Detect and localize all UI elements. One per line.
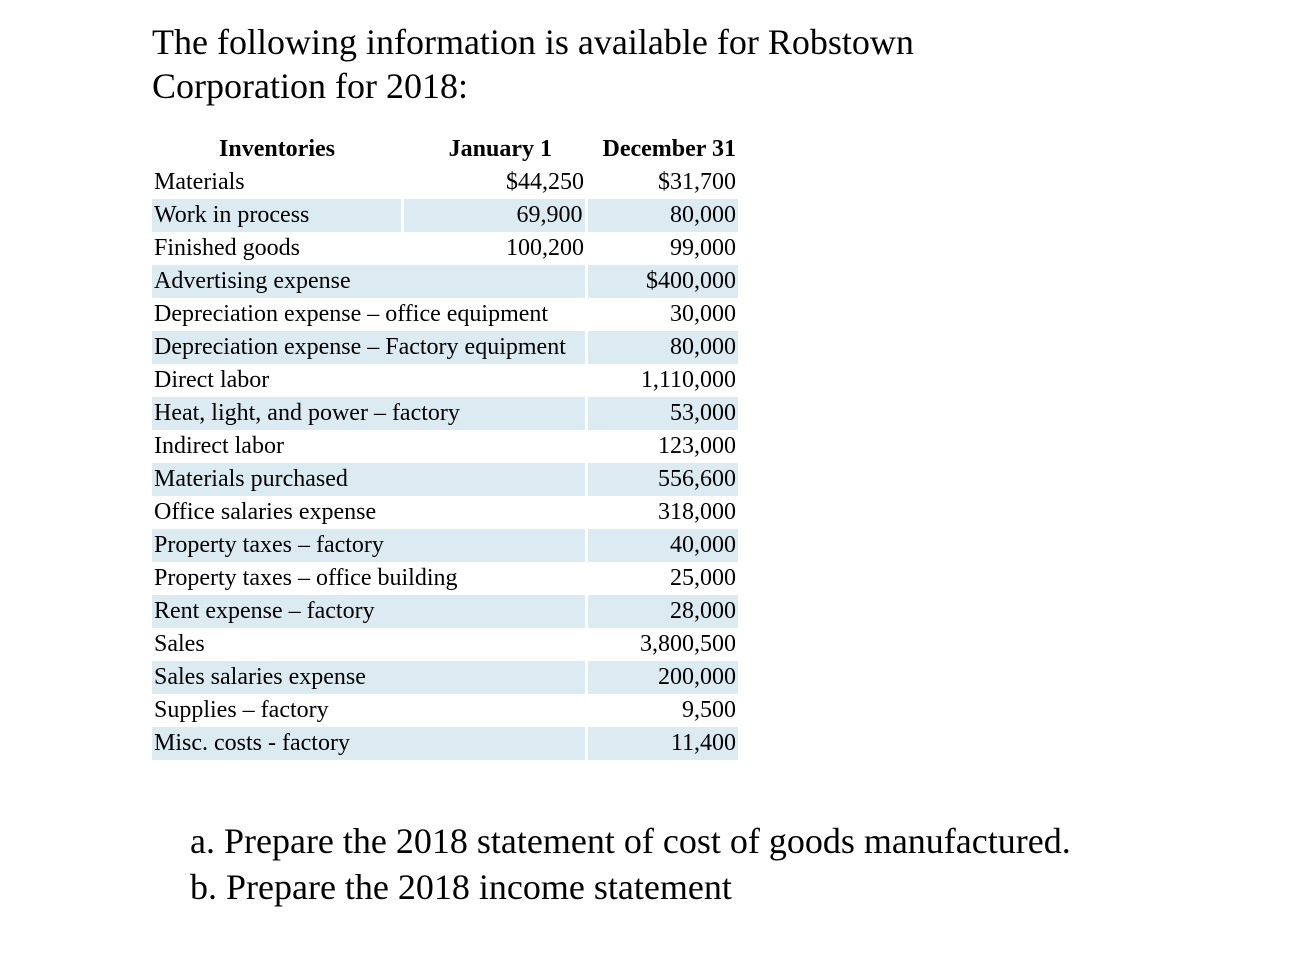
table-row: [152, 595, 738, 628]
row-label: Office salaries expense: [154, 499, 377, 525]
table-row: [152, 661, 738, 694]
row-value: 25,000: [670, 565, 736, 591]
row-label: Rent expense – factory: [152, 595, 586, 628]
questions: [190, 818, 1071, 910]
row-label: Misc. costs - factory: [152, 727, 586, 760]
table-row: [152, 529, 738, 562]
financial-data-table: [152, 132, 738, 760]
table-row: [152, 628, 738, 661]
table-row: [152, 694, 738, 727]
row-label: Sales: [154, 631, 205, 657]
table-row: [152, 166, 738, 199]
row-label: Finished goods: [154, 235, 301, 261]
row-label: Indirect labor: [154, 433, 284, 459]
row-value: 28,000: [586, 595, 738, 628]
row-value: 30,000: [670, 301, 736, 327]
row-value: 556,600: [586, 463, 738, 496]
row-label: Heat, light, and power – factory: [152, 397, 586, 430]
table-row: [152, 364, 738, 397]
row-label: Depreciation expense – office equipment: [154, 301, 549, 327]
row-value: 9,500: [682, 697, 736, 723]
table-row: [152, 199, 738, 232]
row-dec-value: $31,700: [658, 169, 736, 195]
table-row: [152, 727, 738, 760]
row-jan-value: 100,200: [506, 235, 584, 261]
header-january-1: January 1: [448, 135, 552, 162]
intro-line-1: The following information is available for Robstown: [152, 22, 914, 62]
table-row: [152, 463, 738, 496]
intro-line-2: Corporation for 2018:: [152, 66, 468, 106]
row-label: Property taxes – factory: [152, 529, 586, 562]
table-row: [152, 562, 738, 595]
row-dec-value: 80,000: [586, 199, 738, 232]
question-b: b. Prepare the 2018 income statement: [190, 867, 732, 907]
row-value: 1,110,000: [640, 367, 736, 393]
table-row: [152, 298, 738, 331]
table-row: [152, 430, 738, 463]
row-label: Property taxes – office building: [154, 565, 458, 591]
row-value: 40,000: [586, 529, 738, 562]
row-label: Materials purchased: [152, 463, 586, 496]
row-label: Advertising expense: [152, 265, 586, 298]
row-label: Sales salaries expense: [152, 661, 586, 694]
row-value: 80,000: [586, 331, 738, 364]
intro-text: [152, 20, 1052, 108]
row-value: 123,000: [658, 433, 736, 459]
row-label: Work in process: [152, 199, 402, 232]
table-row: [152, 232, 738, 265]
row-value: 3,800,500: [640, 631, 736, 657]
table-row: [152, 496, 738, 529]
row-label: Supplies – factory: [154, 697, 329, 723]
row-label: Materials: [154, 169, 245, 195]
row-dec-value: 99,000: [670, 235, 736, 261]
row-value: 200,000: [586, 661, 738, 694]
table-row: [152, 265, 738, 298]
row-value: 318,000: [658, 499, 736, 525]
row-jan-value: 69,900: [402, 199, 586, 232]
row-label: Depreciation expense – Factory equipment: [152, 331, 586, 364]
row-value: 11,400: [586, 727, 738, 760]
table-row: [152, 331, 738, 364]
table-header-row: [152, 132, 738, 166]
header-inventories: Inventories: [219, 135, 335, 162]
table-row: [152, 397, 738, 430]
question-a: a. Prepare the 2018 statement of cost of goods manufactured.: [190, 821, 1071, 861]
row-value: $400,000: [586, 265, 738, 298]
row-value: 53,000: [586, 397, 738, 430]
row-jan-value: $44,250: [506, 169, 584, 195]
header-december-31: December 31: [602, 135, 736, 162]
row-label: Direct labor: [154, 367, 270, 393]
